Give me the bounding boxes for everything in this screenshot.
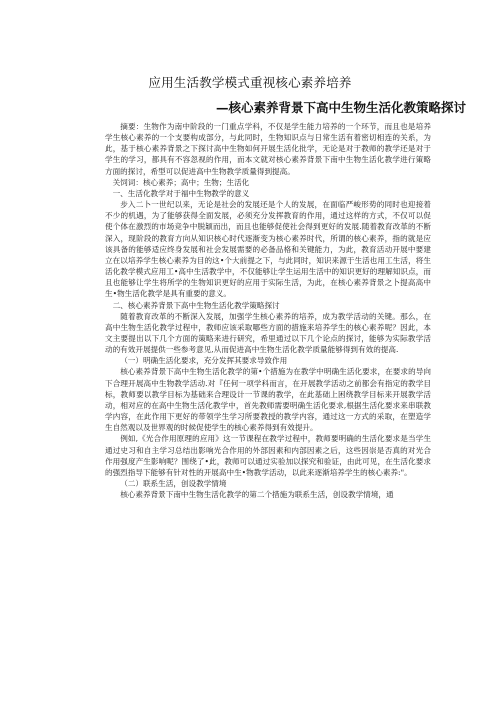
body-paragraph: 随着教育改革的不断深入发展，加强学生核心素养的培养，成为教学活动的关键。那么，在高中生物生活化教学过程中，教师应该采取哪些方面的措施来培养学生的核心素养呢？因此，本文主要提出以下几个方面的策略来进行研究，希里通过以下几个论点的探讨，能够为实际教学活动的有效开展提供一些参考意见,从而促进高中生物生活化教学质量能够得到有效的提高. (105, 311, 431, 355)
keywords-line: 关饲词：核心素养；高中；生物；生活化 (112, 177, 250, 187)
section-heading-1: 一、生活化教学对于福中生物教学的意义 (112, 188, 250, 198)
section-heading-2: 二、核心素养背景下高中生物生活化教学策略探讨 (112, 300, 280, 310)
body-paragraph: 例如,《光合作用原理的应用》这一节课程在教学过程中，教师要明确的生活化要求是当学生通过史习和自主学习总结出影响光合作用的外部因素和内部因素之后，这些因崇是否真的对光合作用强度产生影响呢？围绕了•此，教师可以通过实验加以探究和验证，由此可见，在生活化要求的强烈指导下能够有针对性的开展高中生•物教学活动，以此来逐渐培养学生的核心素养:"。 (105, 434, 431, 477)
abstract-paragraph: 摘要：生物作为南中阶段的一门重点学科，不仅是学生能力培养的一个环节，而且也是培养学生核心素养的一个支要构成部分，与此同时，生物知识点与日常生活有着密切相连的关系，为此，基于核心素养背景之下探讨高中生物如何开展生活化批学，无论是对于教师的教学还是对于学生的学习，都具有不容忽视的作用，而本文就对核心素养背景下南中生物生活化教学进行策略方面的探讨，希型可以促进高中生物教学质量得到提高。 (105, 122, 431, 176)
subsection-heading-2: （二）联系生活，创设教学情境 (120, 479, 227, 488)
subsection-heading-1: （一）明确生活化要求，充分发挥其要求导致作用 (120, 356, 288, 366)
body-paragraph: 步入二卜一世纪以来，无论是社会的发展还是个人的发展，在面临严峻形势的同时也迎接着不少的机遇，为了能够获得全面发展，必须充分发挥教育的作用，通过这样的方式，不仅可以促使个体在激烈的市场竞争中脱颖而出，而且也能够促使社会得到更好的发展.随着教育改革的不断深入，现阶段的教育方向从知识核心时代逐渐变为核心素养时代，所谓的核心素养，指的就是应该具备的能够适应终身发展和社会发展需要的必备品格和关键能力，为此，教育活动开展中要建立在以培养学生核心素养为目的这•个大前提之下，与此同时，知识来源于生活也用工生活，将生活化教学模式应用工•高中生活教学中，不仅能够让学生运用生活中的知识更好的理解知识点，而且也能够让学生将所学的生物知识更好的应用于实际生活，为此，在核心素养背景之卜提高高中生•物生活化教学是具有重要的意义。 (105, 200, 431, 299)
document-title: 应用生活教学模式重视核心素养培养 (148, 75, 352, 90)
body-paragraph: 核心素养背景下南中生物生活化教学的第二个措施为联系生活，创设教学情境，通 (120, 490, 394, 500)
body-paragraph: 核心素养背景下高中生物生活化教学的第•个措施为在教学中明确生活化要求，在要求的导向下合理开展高中生物教学活动.对『任何一项学科而言，在开展教学活动之前都会有指定的教学目标，教师要以教学目标为基础来合理设计一节课的教学，在此基础上困绕教学目标来开展教学活动，相对应的在高中生物生活化教学中，首先教师需要明确生活化要求,根据生活化要求来串联教学内容，在此作用下更好的带领学生学习所要教授的教学内容，通过这一方式的采取，在塑造学生自然观以及世界观的时候促使学生的核心素养得到有效提升。 (105, 367, 431, 433)
document-body (105, 121, 431, 500)
document-subtitle: —核心素养背景下高中生物生活化教策略探讨 (215, 100, 466, 115)
